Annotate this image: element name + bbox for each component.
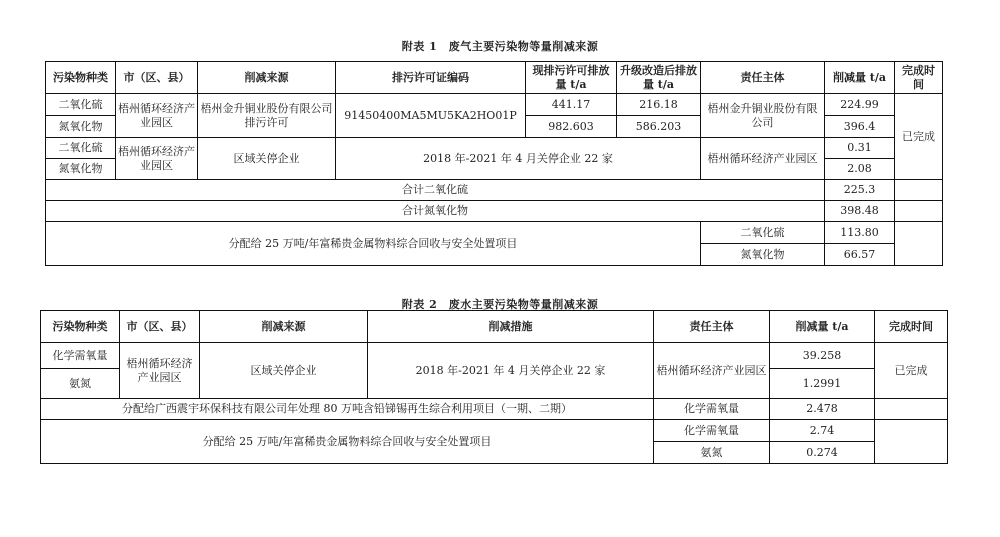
total-so2-value: 225.3 — [825, 180, 895, 201]
allocation-pollutant: 二氧化硫 — [701, 222, 825, 244]
reduction-cell: 2.08 — [825, 159, 895, 180]
allocation-value: 2.74 — [770, 420, 875, 442]
pollutant-cell: 二氧化硫 — [46, 94, 116, 116]
reduction-cell: 39.258 — [770, 343, 875, 369]
empty-cell — [895, 222, 943, 266]
pollutant-cell: 二氧化硫 — [46, 138, 116, 159]
header-city: 市（区、县） — [116, 62, 198, 94]
reduction-cell: 224.99 — [825, 94, 895, 116]
header-pollutant: 污染物种类 — [46, 62, 116, 94]
header-after-upgrade: 升级改造后排放量 t/a — [617, 62, 701, 94]
allocation-value: 66.57 — [825, 244, 895, 266]
table2-caption: 附表 2 废水主要污染物等量削减来源 — [401, 298, 599, 311]
total-row — [46, 180, 943, 201]
header-reduction: 削减量 t/a — [825, 62, 895, 94]
total-nox-label: 合计氮氧化物 — [46, 201, 825, 222]
empty-cell — [895, 180, 943, 201]
allocation-label: 分配给广西震宇环保科技有限公司年处理 80 万吨含铅锑锡再生综合利用项目（一期、二期） — [41, 399, 654, 420]
completion-cell: 已完成 — [875, 343, 948, 399]
table1-caption: 附表 1 废气主要污染物等量削减来源 — [401, 40, 599, 53]
current-permit-cell: 982.603 — [526, 116, 617, 138]
allocation-value: 0.274 — [770, 442, 875, 464]
source-cell: 区域关停企业 — [200, 343, 368, 399]
header-completion: 完成时间 — [875, 311, 948, 343]
source-cell: 梧州金升铜业股份有限公司排污许可 — [198, 94, 336, 138]
header-responsible: 责任主体 — [701, 62, 825, 94]
header-pollutant: 污染物种类 — [41, 311, 120, 343]
source-cell: 区域关停企业 — [198, 138, 336, 180]
header-source: 削减来源 — [198, 62, 336, 94]
reduction-cell: 1.2991 — [770, 369, 875, 399]
reduction-cell: 396.4 — [825, 116, 895, 138]
allocation-value: 113.80 — [825, 222, 895, 244]
after-upgrade-cell: 586.203 — [617, 116, 701, 138]
header-reduction: 削减量 t/a — [770, 311, 875, 343]
allocation-pollutant: 氮氧化物 — [701, 244, 825, 266]
empty-cell — [875, 399, 948, 420]
allocation-row — [41, 420, 948, 442]
allocation-label: 分配给 25 万吨/年富稀贵金属物料综合回收与安全处置项目 — [46, 222, 701, 266]
total-nox-value: 398.48 — [825, 201, 895, 222]
header-source: 削减来源 — [200, 311, 368, 343]
city-cell: 梧州循环经济产业园区 — [116, 138, 198, 180]
table-header-row — [41, 311, 948, 343]
allocation-row — [41, 399, 948, 420]
city-cell: 梧州循环经济产业园区 — [120, 343, 200, 399]
city-cell: 梧州循环经济产业园区 — [116, 94, 198, 138]
completion-cell: 已完成 — [895, 94, 943, 180]
table-row — [41, 343, 948, 369]
allocation-value: 2.478 — [770, 399, 875, 420]
allocation-pollutant: 氨氮 — [654, 442, 770, 464]
header-city: 市（区、县） — [120, 311, 200, 343]
permit-code-cell: 91450400MA5MU5KA2HO01P — [336, 94, 526, 138]
header-completion: 完成时间 — [895, 62, 943, 94]
header-current-permit: 现排污许可排放量 t/a — [526, 62, 617, 94]
empty-cell — [875, 420, 948, 464]
responsible-cell: 梧州金升铜业股份有限公司 — [701, 94, 825, 138]
responsible-cell: 梧州循环经济产业园区 — [701, 138, 825, 180]
measure-cell: 2018 年-2021 年 4 月关停企业 22 家 — [368, 343, 654, 399]
header-responsible: 责任主体 — [654, 311, 770, 343]
table-wastewater-reduction — [40, 310, 948, 464]
pollutant-cell: 氮氧化物 — [46, 159, 116, 180]
allocation-pollutant: 化学需氧量 — [654, 399, 770, 420]
empty-cell — [895, 201, 943, 222]
pollutant-cell: 化学需氧量 — [41, 343, 120, 369]
table-row — [46, 94, 943, 116]
total-so2-label: 合计二氧化硫 — [46, 180, 825, 201]
measure-cell: 2018 年-2021 年 4 月关停企业 22 家 — [336, 138, 701, 180]
table-exhaust-gas-reduction — [45, 61, 943, 266]
pollutant-cell: 氮氧化物 — [46, 116, 116, 138]
table-row — [46, 138, 943, 159]
header-measure: 削减措施 — [368, 311, 654, 343]
reduction-cell: 0.31 — [825, 138, 895, 159]
table-header-row — [46, 62, 943, 94]
current-permit-cell: 441.17 — [526, 94, 617, 116]
total-row — [46, 201, 943, 222]
pollutant-cell: 氨氮 — [41, 369, 120, 399]
allocation-pollutant: 化学需氧量 — [654, 420, 770, 442]
header-permit-code: 排污许可证编码 — [336, 62, 526, 94]
after-upgrade-cell: 216.18 — [617, 94, 701, 116]
allocation-row — [46, 222, 943, 244]
allocation-label: 分配给 25 万吨/年富稀贵金属物料综合回收与安全处置项目 — [41, 420, 654, 464]
responsible-cell: 梧州循环经济产业园区 — [654, 343, 770, 399]
